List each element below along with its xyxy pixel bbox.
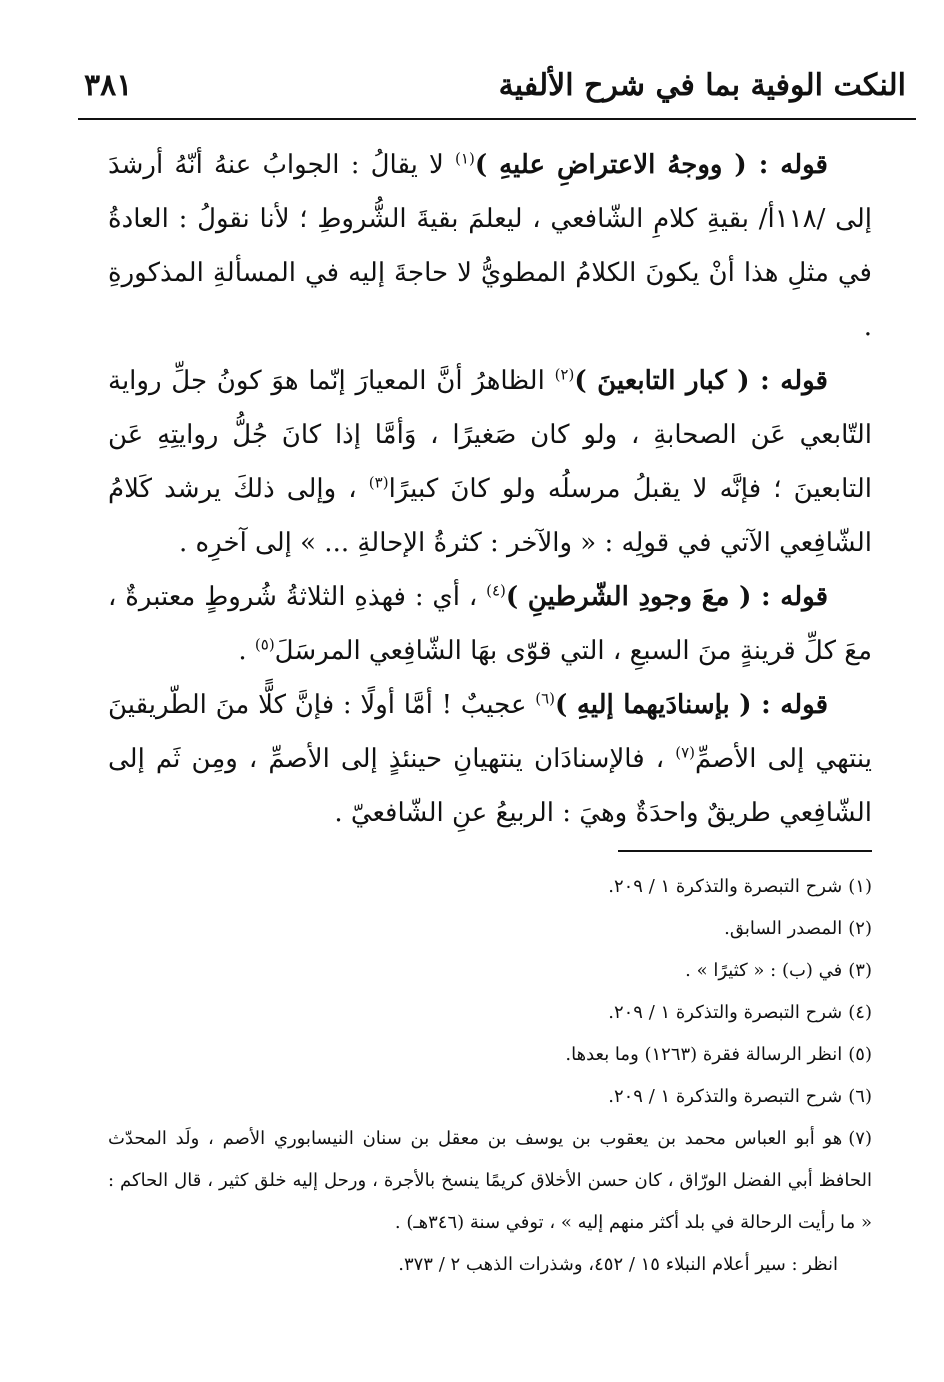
footnote-5 [108,1034,872,1076]
footnote-reference: (٥) [254,635,275,654]
paragraph-text: عجيبٌ ! أمَّا أولًا : فإنَّ كلًّا منَ الطّريقينَ ينتهي إلى الأصمِّ [108,690,872,774]
paragraph-text: . [238,636,255,666]
footnote-reference: (٣) [368,473,389,492]
paragraph-lead: قوله : ( ووجهُ الاعتراضِ عليهِ ) [474,150,828,180]
footnote-number: (٧) [848,1128,872,1149]
paragraph-2 [108,354,872,570]
paragraph-lead: قوله : ( معَ وجودِ الشّرطينِ ) [505,582,828,612]
footnote-reference: (٦) [535,689,555,708]
footnote-text: شرح التبصرة والتذكرة ١ / ٢٠٩. [608,1086,843,1107]
paragraph-lead: قوله : ( بإسنادَيهما إليهِ ) [555,690,829,720]
footnote-number: (١) [848,876,872,897]
footnote-number: (٣) [848,960,872,981]
page-number: ٣٨١ [84,68,133,103]
footnote-text: هو أبو العباس محمد بن يعقوب بن يوسف بن معقل بن سنان النيسابوري الأصم ، ولَد المحدّث الحافظ أبي الفضل الورّاق ، كان حسن الأخلاق كريمًا ينسخ بالأجرة ، ورحل إليه خلق كثير ، قال الحاكم : « ما رأيت الرحالة في بلد أكثر منهم إليه » ، توفي سنة (٣٤٦هـ) . [108,1128,872,1233]
footnote-reference: (١) [455,149,475,168]
paragraph-text: لا يقالُ : الجوابُ عنهُ أنّهُ أرشدَ إلى /١١٨أ/ بقيةِ كلامِ الشّافعي ، ليعلمَ بقيةَ الشُّروطِ ؛ لأنا نقولُ : العادةُ في مثلِ هذا أنْ يكونَ الكلامُ المطويُّ لا حاجةَ إليه في المسألةِ المذكورةِ . [108,150,872,342]
footnote-number: (٢) [848,918,872,939]
running-title: النكت الوفية بما في شرح الألفية [498,68,906,103]
paragraph-text: الظاهرُ أنَّ المعيارَ إنّما هوَ كونُ جلِّ رواية التّابعي عَن الصحابةِ ، ولو كان صَغيرًا ، وَأمَّا إذا كانَ جُلُّ روايتِهِ عَن التابعينَ ؛ فإنَّه لا يقبلُ مرسلُه ولو كانَ كبيرًا [108,366,872,504]
footnote-text: شرح التبصرة والتذكرة ١ / ٢٠٩. [608,1002,843,1023]
footnote-4 [108,992,872,1034]
footnote-reference: (٤) [486,581,506,600]
paragraph-lead: قوله : ( كبار التابعينَ ) [574,366,828,396]
footnote-3 [108,950,872,992]
footnote-text: شرح التبصرة والتذكرة ١ / ٢٠٩. [608,876,843,897]
paragraph-text: ، وإلى ذلكَ يرشد كَلامُ الشّافِعي الآتي في قولِه : « والآخر : كثرةُ الإحالةِ ... » إلى آخرِه . [108,474,872,558]
paragraph-text: ، فالإسنادَان ينتهيانِ حينئذٍ إلى الأصمِّ ، ومِن ثَم إلى الشّافِعي طريقٌ واحدَةٌ وهيَ : الربيعُ عنِ الشّافعيّ . [108,744,872,828]
footnote-7 [108,1118,872,1244]
paragraph-3 [108,570,872,678]
footnote-text: انظر الرسالة فقرة (١٢٦٣) وما بعدها. [565,1044,843,1065]
footnote-1 [108,866,872,908]
main-text [108,138,872,840]
footnote-6 [108,1076,872,1118]
footnotes [108,866,872,1286]
footnote-separator [618,850,872,852]
paragraph-text: ، أي : فهذهِ الثلاثةُ شُروطٍ معتبرةٌ ، معَ كلِّ قرينةٍ منَ السبعِ ، التي قوّى بهَا الشّافِعي المرسَلَ [108,582,872,666]
footnote-number: (٦) [848,1086,872,1107]
paragraph-1 [108,138,872,354]
footnote-reference: (٧) [675,743,695,762]
footnote-number: (٥) [848,1044,872,1065]
footnote-text: المصدر السابق. [724,918,843,939]
footnote-2 [108,908,872,950]
paragraph-4 [108,678,872,840]
footnote-7-sources: انظر : سير أعلام النبلاء ١٥ / ٤٥٢، وشذرات الذهب ٢ / ٣٧٣. [398,1254,838,1275]
footnote-number: (٤) [848,1002,872,1023]
page-header [78,58,916,110]
footnote-reference: (٢) [554,365,575,384]
header-rule [78,118,916,120]
footnote-text: في (ب) : « كثيرًا » . [685,960,843,981]
